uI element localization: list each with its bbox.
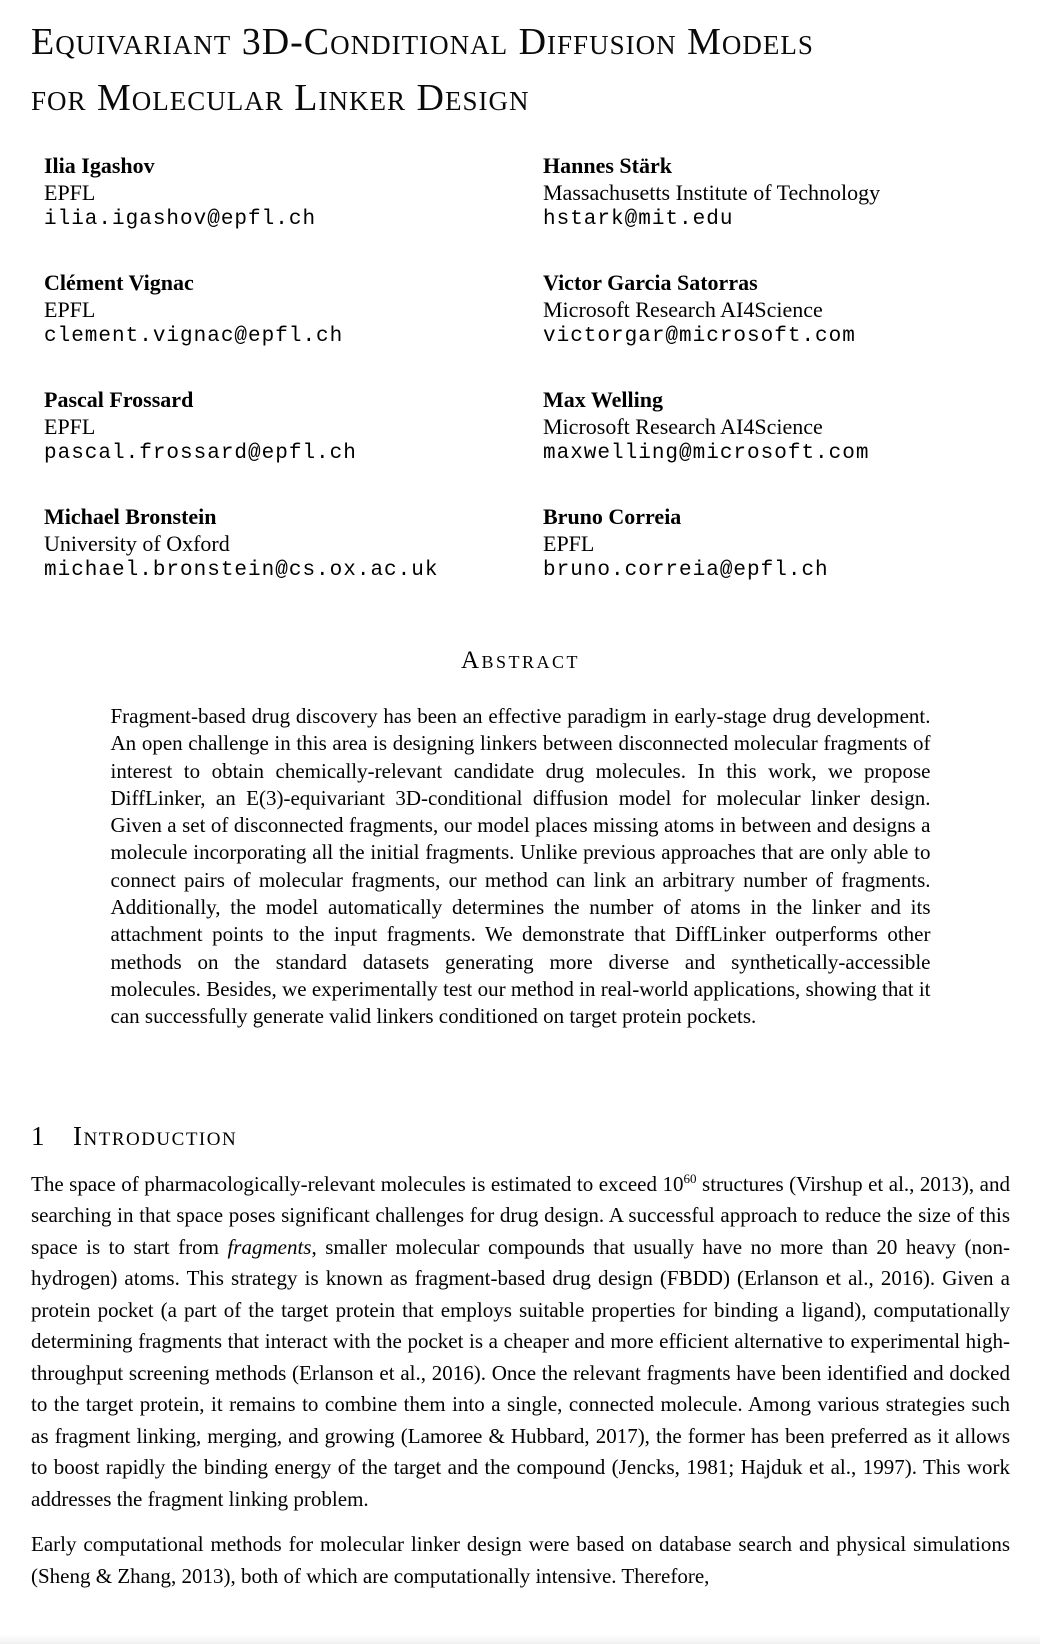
author-name: Bruno Correia [543,504,682,529]
author-email: michael.bronstein@cs.ox.ac.uk [44,559,439,582]
author-name: Victor Garcia Satorras [543,270,758,295]
section-title: Introduction [73,1120,238,1151]
abstract-heading: Abstract [460,647,581,674]
abstract-section [31,646,1010,1031]
author-card-frossard [44,386,543,467]
author-card-satorras [543,269,1010,350]
author-list [44,152,1010,584]
author-affiliation: Massachusetts Institute of Technology [543,180,881,205]
intro-paragraph-2: Early computational methods for molecular linker design were based on database search and physical simulations (Sheng & Zhang, 2013), both of which are computationally intensive. Therefore, [31,1532,1010,1588]
author-email: bruno.correia@epfl.ch [543,559,829,582]
author-card-bronstein [44,503,543,584]
author-card-correia [543,503,1010,584]
author-card-vignac [44,269,543,350]
section-heading-introduction [31,1119,1010,1153]
author-affiliation: EPFL [44,180,96,205]
author-affiliation: Microsoft Research AI4Science [543,297,823,322]
author-email: ilia.igashov@epfl.ch [44,208,317,231]
page-bottom-fade [0,1634,1040,1644]
author-card-igashov [44,152,543,233]
author-email: hstark@mit.edu [543,208,734,231]
author-email: pascal.frossard@epfl.ch [44,442,357,465]
paper-title-line-1: Equivariant 3D-Conditional Diffusion Models [31,21,814,63]
author-email: clement.vignac@epfl.ch [44,325,344,348]
author-email: maxwelling@microsoft.com [543,442,870,465]
author-affiliation: Microsoft Research AI4Science [543,414,823,439]
author-name: Clément Vignac [44,270,194,295]
author-email: victorgar@microsoft.com [543,325,856,348]
author-card-welling [543,386,1010,467]
intro-paragraph-1: The space of pharmacologically-relevant molecules is estimated to exceed $10^{60}$ structures (Virshup et al., 2013), and searching in that space poses significant challenges for drug design. A successful approach to reduce the size of this space is to start from fragments, smaller molecular compounds that usually have no more than 20 heavy (non-hydrogen) atoms. This strategy is known as fragment-based drug design (FBDD) (Erlanson et al., 2016). Given a protein pocket (a part of the target protein that employs suitable properties for binding a ligand), computationally determining fragments that interact with the pocket is a cheaper and more efficient alternative to experimental high-throughput screening methods (Erlanson et al., 2016). Once the relevant fragments have been identified and docked to the target protein, it remains to combine them into a single, connected molecule. Among various strategies such as fragment linking, merging, and growing (Lamoree & Hubbard, 2017), the former has been preferred as it allows to boost rapidly the binding energy of the target and the compound (Jencks, 1981; Hajduk et al., 1997). This work addresses the fragment linking problem. [31,1170,1011,1511]
author-card-stark [543,152,1010,233]
author-name: Max Welling [543,387,663,412]
author-affiliation: University of Oxford [44,531,230,556]
author-name: Pascal Frossard [44,387,194,412]
paper-title [31,14,1010,126]
section-number: 1 [31,1120,45,1151]
author-affiliation: EPFL [543,531,595,556]
paper-title-line-2: for Molecular Linker Design [31,77,530,119]
author-name: Hannes Stärk [543,153,672,178]
author-affiliation: EPFL [44,414,96,439]
author-name: Ilia Igashov [44,153,155,178]
abstract-text: Fragment-based drug discovery has been an effective paradigm in early-stage drug development. An open challenge in this area is designing linkers between disconnected molecular fragments of interest to obtain chemically-relevant candidate drug molecules. In this work, we propose DiffLinker, an E(3)-equivariant 3D-conditional diffusion model for molecular linker design. Given a set of disconnected fragments, our model places missing atoms in between and designs a molecule incorporating all the initial fragments. Unlike previous approaches that are only able to connect pairs of molecular fragments, our method can link an arbitrary number of fragments. Additionally, the model automatically determines the number of atoms in the linker and its attachment points to the input fragments. We demonstrate that DiffLinker outperforms other methods on the standard datasets generating more diverse and synthetically-accessible molecules. Besides, we experimentally test our method in real-world applications, showing that it can successfully generate valid linkers conditioned on target protein pockets. [110,704,931,1029]
author-name: Michael Bronstein [44,504,217,529]
author-affiliation: EPFL [44,297,96,322]
